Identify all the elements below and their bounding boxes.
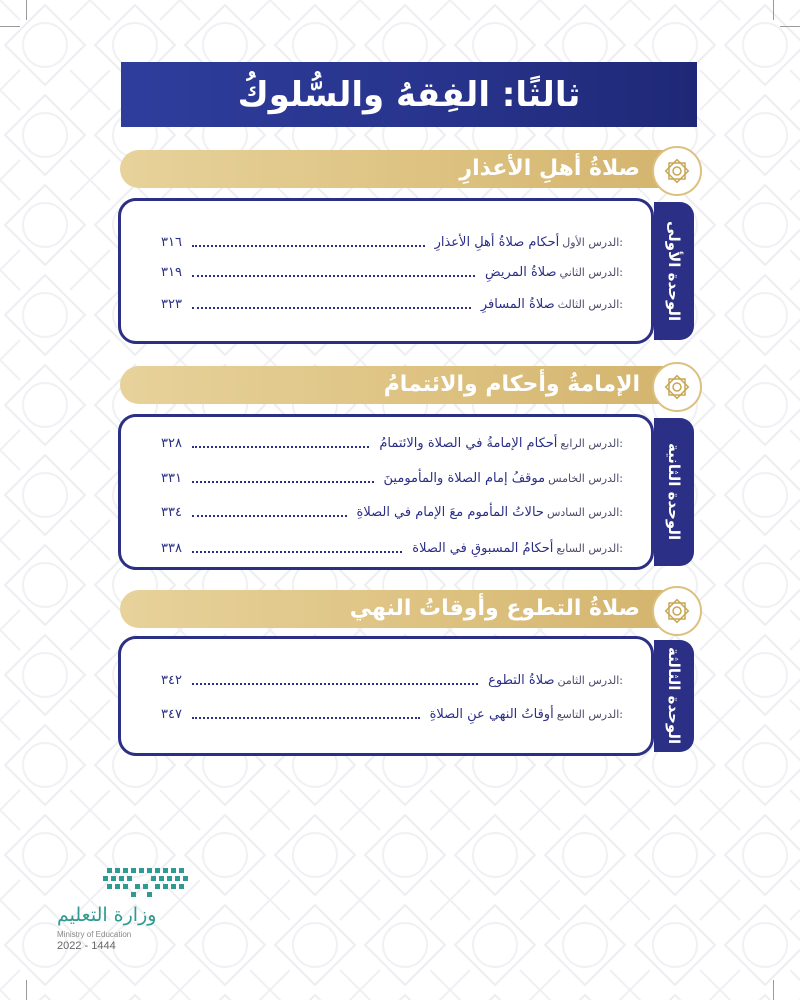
- lesson-row[interactable]: [161, 261, 623, 283]
- page-number: ٣١٦: [161, 234, 182, 250]
- leader-dots: [192, 683, 478, 685]
- page-number: ٣٤٢: [161, 672, 182, 688]
- lesson-row[interactable]: [161, 432, 623, 454]
- lesson-title: حالاتُ المأموم معَ الإمام في الصلاةِ: [356, 504, 544, 520]
- leader-dots: [192, 515, 347, 517]
- crop-mark: [773, 0, 774, 20]
- lesson-tag: الدرس الثامن:: [557, 673, 623, 687]
- section-title: الإمامةُ وأحكام والائتمامُ: [383, 372, 640, 397]
- unit-label: الوحدة الأولى: [665, 220, 683, 322]
- lesson-row[interactable]: [161, 231, 623, 253]
- lesson-row[interactable]: [161, 501, 623, 523]
- page-title: ثالثًا: الفِقهُ والسُّلوكُ: [237, 74, 581, 115]
- page-number: ٣٢٣: [161, 296, 182, 312]
- leader-dots: [192, 307, 471, 309]
- lesson-row[interactable]: [161, 703, 623, 725]
- lesson-title: أحكام الإمامةُ في الصلاة والائتمامُ: [379, 435, 558, 451]
- lesson-title: أحكام صلاةُ أهلِ الأعذارِ: [434, 234, 560, 250]
- lesson-tag: الدرس التاسع:: [556, 707, 623, 721]
- leader-dots: [192, 717, 420, 719]
- lesson-row[interactable]: [161, 293, 623, 315]
- edition-year: 2022 - 1444: [57, 940, 116, 952]
- ministry-logo: [57, 860, 197, 960]
- section-title: صلاةُ التطوع وأوقاتُ النهي: [349, 596, 640, 621]
- page-number: ٣٣٤: [161, 504, 182, 520]
- leader-dots: [192, 551, 402, 553]
- lesson-row[interactable]: [161, 669, 623, 691]
- lesson-tag: الدرس الثاني:: [559, 265, 623, 279]
- crop-mark: [780, 26, 800, 27]
- ministry-name-english: Ministry of Education: [57, 930, 132, 939]
- unit-box-1: [118, 198, 654, 344]
- section-bar-3: [120, 590, 698, 628]
- lesson-tag: الدرس الثالث:: [557, 297, 623, 311]
- ministry-name-arabic: وزارة التعليم: [57, 904, 157, 926]
- lesson-title: موقفُ إمام الصلاة والمأمومينَ: [383, 470, 546, 486]
- page-number: ٣٣٨: [161, 540, 182, 556]
- unit-box-3: [118, 636, 654, 756]
- unit-tab-3: [654, 640, 694, 752]
- star-ornament-icon: [652, 146, 702, 196]
- leader-dots: [192, 481, 374, 483]
- lesson-tag: الدرس السابع:: [556, 541, 623, 555]
- star-ornament-icon: [652, 362, 702, 412]
- section-bar-1: [120, 150, 698, 188]
- section-title: صلاةُ أهلِ الأعذارِ: [459, 156, 640, 181]
- unit-tab-1: [654, 202, 694, 340]
- page-number: ٣٣١: [161, 470, 182, 486]
- page-number: ٣٢٨: [161, 435, 182, 451]
- lesson-title: صلاةُ المريضِ: [485, 264, 557, 280]
- unit-tab-2: [654, 418, 694, 566]
- lesson-tag: الدرس السادس:: [546, 505, 623, 519]
- lesson-row[interactable]: [161, 537, 623, 559]
- star-ornament-icon: [652, 586, 702, 636]
- section-bar-2: [120, 366, 698, 404]
- page-title-banner: [121, 62, 697, 127]
- leader-dots: [192, 245, 425, 247]
- page-number: ٣٤٧: [161, 706, 182, 722]
- unit-label: الوحدة الثالثة: [665, 647, 683, 745]
- lesson-tag: الدرس الرابع:: [560, 436, 623, 450]
- crop-mark: [26, 980, 27, 1000]
- lesson-title: صلاةُ المسافرِ: [480, 296, 555, 312]
- leader-dots: [192, 275, 475, 277]
- page-number: ٣١٩: [161, 264, 182, 280]
- lesson-title: أحكامُ المسبوقِ في الصلاة: [412, 540, 554, 556]
- ministry-logo-mark-icon: [57, 860, 197, 900]
- lesson-title: صلاةُ التطوع: [488, 672, 555, 688]
- crop-mark: [773, 980, 774, 1000]
- crop-mark: [26, 0, 27, 20]
- lesson-title: أوقاتُ النهي عنِ الصلاةِ: [429, 706, 554, 722]
- lesson-tag: الدرس الأول:: [562, 235, 623, 249]
- unit-box-2: [118, 414, 654, 570]
- crop-mark: [0, 26, 20, 27]
- lesson-row[interactable]: [161, 467, 623, 489]
- unit-label: الوحدة الثانية: [665, 443, 683, 541]
- lesson-tag: الدرس الخامس:: [548, 471, 623, 485]
- leader-dots: [192, 446, 369, 448]
